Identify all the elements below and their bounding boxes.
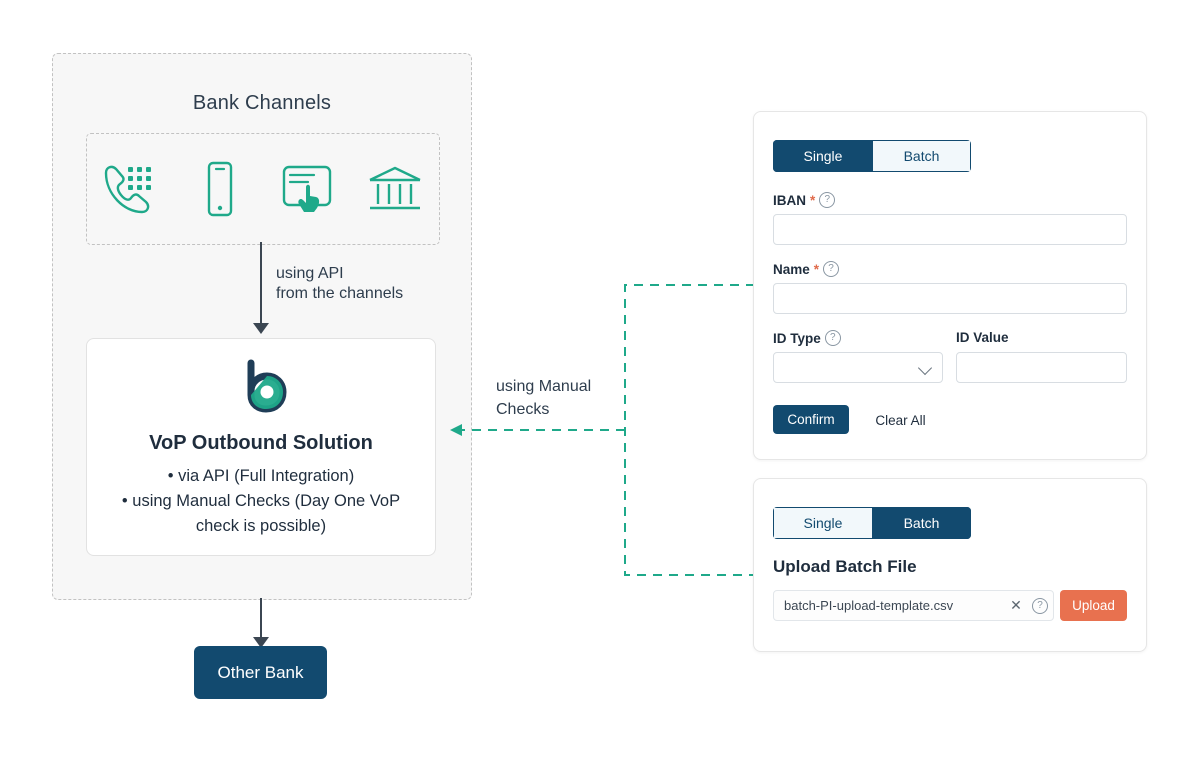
- name-required-marker: *: [813, 261, 820, 277]
- single-check-panel: [753, 111, 1147, 460]
- bank-channels-title: Bank Channels: [192, 92, 332, 114]
- chevron-down-icon: [918, 361, 932, 375]
- id-type-label: [773, 330, 841, 346]
- using-api-label-line2: from the channels: [276, 285, 404, 302]
- using-manual-checks-label: [496, 375, 591, 421]
- id-value-label: [956, 330, 1009, 345]
- name-label: [773, 261, 839, 277]
- batch-upload-panel: [753, 478, 1147, 652]
- channels-container: [86, 133, 440, 245]
- iban-input[interactable]: [773, 214, 1127, 245]
- selected-file-row: [773, 590, 1054, 621]
- bank-building-icon: [364, 158, 426, 220]
- id-type-help-icon[interactable]: ?: [825, 330, 841, 346]
- vop-bullet-3: check is possible): [195, 517, 327, 535]
- manual-checks-connector: [425, 275, 765, 585]
- tab-batch[interactable]: Batch: [872, 140, 971, 172]
- iban-label-text: IBAN: [773, 192, 806, 208]
- id-type-label-text: ID Type: [773, 330, 821, 346]
- file-name-label: batch-PI-upload-template.csv: [784, 598, 954, 613]
- id-type-select[interactable]: [773, 352, 943, 383]
- name-label-text: Name: [773, 261, 810, 277]
- upload-help-glyph: ?: [1032, 598, 1048, 614]
- other-bank-box: Other Bank: [194, 646, 327, 699]
- using-api-label: [276, 264, 403, 304]
- api-arrow-head: [253, 323, 269, 334]
- iban-help-icon[interactable]: ?: [819, 192, 835, 208]
- id-value-label-text: ID Value: [956, 330, 1009, 345]
- upload-batch-file-title: Upload Batch File: [773, 557, 917, 576]
- api-arrow-line: [260, 242, 262, 326]
- vop-bullets: [87, 464, 435, 539]
- name-input[interactable]: [773, 283, 1127, 314]
- confirm-button[interactable]: Confirm: [773, 405, 849, 434]
- vop-bullet-1: • via API (Full Integration): [167, 467, 355, 485]
- close-icon[interactable]: ✕: [1010, 597, 1022, 613]
- manual-label-line2: Checks: [496, 401, 550, 418]
- vop-bullet-2: • using Manual Checks (Day One VoP: [121, 492, 401, 510]
- id-value-input[interactable]: [956, 352, 1127, 383]
- other-bank-arrow-line: [260, 598, 262, 640]
- iban-required-marker: *: [810, 192, 816, 208]
- single-panel-tabs: [773, 140, 971, 172]
- tab-single[interactable]: Single: [773, 140, 872, 172]
- vop-solution-card: [86, 338, 436, 556]
- phone-keypad-icon: [100, 158, 162, 220]
- upload-help-icon[interactable]: [1027, 598, 1053, 614]
- iban-label: [773, 192, 835, 208]
- clear-all-button[interactable]: Clear All: [858, 405, 943, 436]
- name-help-icon[interactable]: ?: [823, 261, 839, 277]
- vop-heading: VoP Outbound Solution: [149, 432, 373, 454]
- vop-logo-icon: [87, 359, 435, 413]
- tab-batch-batchpanel[interactable]: Batch: [872, 507, 971, 539]
- upload-button[interactable]: Upload: [1060, 590, 1127, 621]
- tab-single-batchpanel[interactable]: Single: [773, 507, 872, 539]
- manual-label-line1: using Manual: [496, 378, 592, 395]
- mobile-phone-icon: [188, 158, 250, 220]
- batch-panel-tabs: [773, 507, 971, 539]
- touch-screen-icon: [276, 158, 338, 220]
- using-api-label-line1: using API: [276, 265, 344, 282]
